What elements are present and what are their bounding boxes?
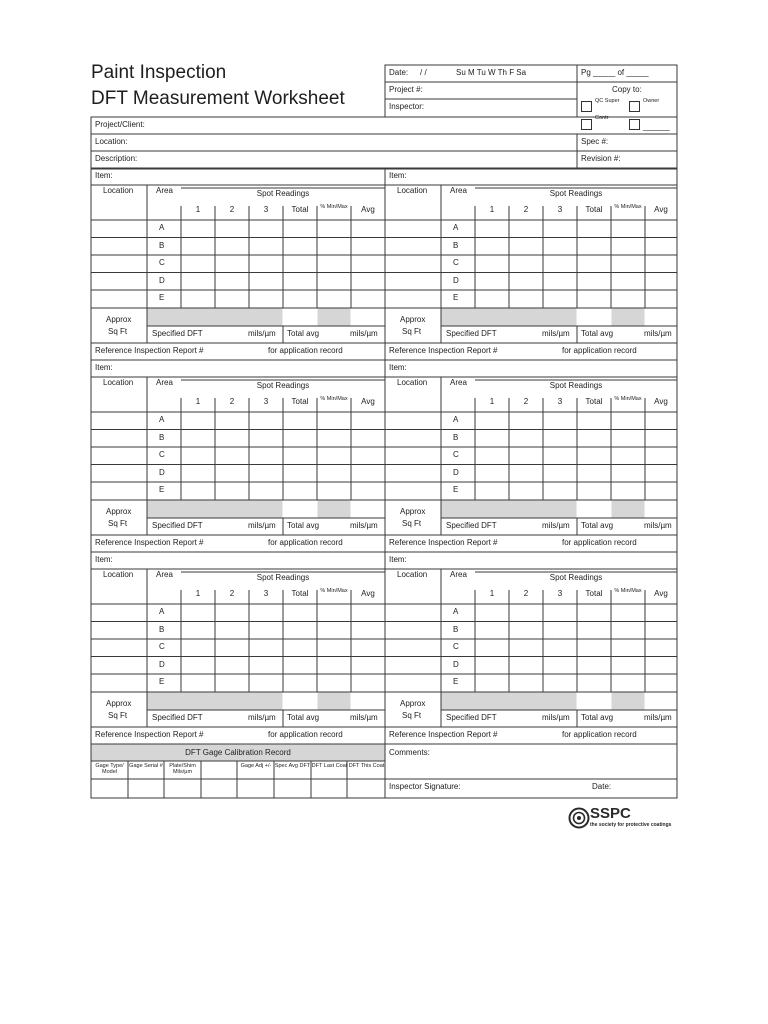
block-3-right-area-header: Area xyxy=(450,570,467,579)
block-3-left-spot-readings-header: Spot Readings xyxy=(256,573,310,582)
copy-owner-label: Owner xyxy=(643,98,660,104)
block-3-right-total-header: Total xyxy=(585,589,603,598)
block-2-right-area-d: D xyxy=(453,467,459,477)
block-1-right-area-c: C xyxy=(453,258,459,267)
block-1-left-avg-header: Avg xyxy=(361,205,375,214)
weekdays: Su M Tu W Th F Sa xyxy=(456,68,527,77)
block-2-right-spot-readings-header: Spot Readings xyxy=(549,381,603,390)
sspc-logo-name: SSPC xyxy=(590,805,631,822)
block-2-right-total-avg-mils-label: mils/µm xyxy=(644,521,672,530)
block-3-left-total-avg-mils-label: mils/µm xyxy=(350,713,378,722)
inspector-label: Inspector: xyxy=(389,102,425,111)
copy-contr-label: Contr xyxy=(595,115,609,121)
block-3-right-spot-readings-header: Spot Readings xyxy=(549,573,603,582)
block-1-right-item-label: Item: xyxy=(389,171,407,180)
block-3-left-total-header: Total xyxy=(291,589,309,598)
block-1-left-location-header: Location xyxy=(103,186,134,195)
block-1-left-pct-min-max-header: % Min/Max xyxy=(320,204,348,210)
block-2-right-col-3: 3 xyxy=(557,397,563,406)
gage-col-adj: Gage Adj +/- xyxy=(240,763,272,769)
spec-label: Spec #: xyxy=(581,137,609,146)
sspc-logo-tagline: the society for protective coatings xyxy=(590,822,672,828)
block-1-left-area-e: E xyxy=(159,293,165,302)
block-2-right-area-a: A xyxy=(453,415,459,424)
block-1-right-approx-label: Approx xyxy=(400,315,426,324)
location-label: Location: xyxy=(95,137,128,146)
block-1-left-area-c: C xyxy=(159,258,165,267)
copy-qc-super-label: QC Super xyxy=(595,98,620,104)
block-1-right-spot-readings-header: Spot Readings xyxy=(549,189,603,198)
block-3-right-area-d: D xyxy=(453,659,459,669)
block-3-left-location-header: Location xyxy=(103,570,134,579)
block-3-left-area-header: Area xyxy=(156,570,173,579)
block-1-right-total-header: Total xyxy=(585,205,603,214)
block-2-left-ref-report-label: Reference Inspection Report # xyxy=(95,538,204,547)
block-2-left-specified-dft-label: Specified DFT xyxy=(152,521,203,530)
block-2-right-area-header: Area xyxy=(450,378,467,387)
block-3-right-area-b: B xyxy=(453,624,459,634)
block-2-left-col-2: 2 xyxy=(229,397,235,406)
block-2-left-col-1: 1 xyxy=(195,397,201,406)
block-3-left-area-d: D xyxy=(159,659,165,669)
gage-columns xyxy=(91,762,385,779)
signature-date-label: Date: xyxy=(592,782,612,791)
block-3-left-area-a: A xyxy=(159,607,165,616)
block-3-left-area-b: B xyxy=(159,624,165,634)
gage-col-last-coat: DFT Last Coat xyxy=(311,763,348,769)
block-1-left-item-label: Item: xyxy=(95,171,113,180)
gage-col-plate: Plate/Shim Mils/µm xyxy=(169,763,196,775)
block-3-right-total-avg-label: Total avg xyxy=(581,713,614,722)
gage-col-type: Gage Type/ Model xyxy=(95,763,124,775)
inspector-signature-label: Inspector Signature: xyxy=(389,782,461,791)
block-1-left-ref-report-label: Reference Inspection Report # xyxy=(95,346,204,355)
copy-other-line: ______ xyxy=(643,122,670,131)
block-1-right-specified-dft-label: Specified DFT xyxy=(446,329,497,338)
sspc-swirl-icon xyxy=(568,807,590,829)
block-1-left-area-a: A xyxy=(159,223,165,232)
block-3-left-item-label: Item: xyxy=(95,555,113,564)
block-3-right-specified-dft-label: Specified DFT xyxy=(446,713,497,722)
block-3-left-area-c: C xyxy=(159,642,165,651)
block-3-left-col-3: 3 xyxy=(263,589,269,598)
copy-to-label: Copy to: xyxy=(612,85,642,94)
block-1-left-approx-label: Approx xyxy=(106,315,132,324)
block-1-right-ref-report-label: Reference Inspection Report # xyxy=(389,346,498,355)
block-2-right-approx-label: Approx xyxy=(400,507,426,516)
block-1-right-pct-min-max-header: % Min/Max xyxy=(614,204,642,210)
block-2-right-ref-report-label: Reference Inspection Report # xyxy=(389,538,498,547)
block-3-right-item-label: Item: xyxy=(389,555,407,564)
block-1-right-for-app-record-label: for application record xyxy=(562,346,637,355)
block-2-left-area-c: C xyxy=(159,450,165,459)
block-1-left-spot-readings-header: Spot Readings xyxy=(256,189,310,198)
block-2-left-total-avg-label: Total avg xyxy=(287,521,320,530)
block-2-left-sqft-label: Sq Ft xyxy=(108,519,128,528)
block-2-left-area-d: D xyxy=(159,467,165,477)
block-3-left-specified-dft-label: Specified DFT xyxy=(152,713,203,722)
project-client-label: Project/Client: xyxy=(95,120,145,129)
block-3-left-ref-report-label: Reference Inspection Report # xyxy=(95,730,204,739)
block-3-left-sqft-label: Sq Ft xyxy=(108,711,128,720)
block-1-right-total-avg-label: Total avg xyxy=(581,329,614,338)
block-2-right-location-header: Location xyxy=(397,378,428,387)
block-1-right-col-1: 1 xyxy=(489,205,495,214)
block-2-right-item-label: Item: xyxy=(389,363,407,372)
block-1-right-area-e: E xyxy=(453,293,459,302)
block-2-right-col-2: 2 xyxy=(523,397,529,406)
block-1-right-location-header: Location xyxy=(397,186,428,195)
block-1-left-col-1: 1 xyxy=(195,205,201,214)
block-2-left-area-a: A xyxy=(159,415,165,424)
block-2-left-for-app-record-label: for application record xyxy=(268,538,343,547)
block-2-right-for-app-record-label: for application record xyxy=(562,538,637,547)
block-3-left-approx-label: Approx xyxy=(106,699,132,708)
block-2-left-avg-header: Avg xyxy=(361,397,375,406)
comments-label: Comments: xyxy=(389,748,430,757)
date-label: Date: xyxy=(389,68,409,77)
block-2-left-area-header: Area xyxy=(156,378,173,387)
block-2-left-location-header: Location xyxy=(103,378,134,387)
block-3-right-sqft-label: Sq Ft xyxy=(402,711,422,720)
block-2-right-avg-header: Avg xyxy=(654,397,668,406)
project-number-label: Project #: xyxy=(389,85,423,94)
block-1-left-for-app-record-label: for application record xyxy=(268,346,343,355)
block-2-left-pct-min-max-header: % Min/Max xyxy=(320,396,348,402)
block-3-right-location-header: Location xyxy=(397,570,428,579)
block-1-left-total-avg-label: Total avg xyxy=(287,329,320,338)
block-3-right-avg-header: Avg xyxy=(654,589,668,598)
block-2-right-area-c: C xyxy=(453,450,459,459)
block-1-right-area-d: D xyxy=(453,275,459,285)
block-1-right-col-3: 3 xyxy=(557,205,563,214)
block-3-left-pct-min-max-header: % Min/Max xyxy=(320,588,348,594)
block-2-right-total-header: Total xyxy=(585,397,603,406)
block-1-left-specified-mils-label: mils/µm xyxy=(248,329,276,338)
block-1-left-area-b: B xyxy=(159,240,165,250)
gage-col-serial: Gage Serial # xyxy=(129,763,163,769)
block-1-right-area-b: B xyxy=(453,240,459,250)
block-1-left-total-header: Total xyxy=(291,205,309,214)
block-1-left-total-avg-mils-label: mils/µm xyxy=(350,329,378,338)
block-2-right-sqft-label: Sq Ft xyxy=(402,519,422,528)
block-2-left-specified-mils-label: mils/µm xyxy=(248,521,276,530)
block-2-right-specified-dft-label: Specified DFT xyxy=(446,521,497,530)
block-1-left-col-2: 2 xyxy=(229,205,235,214)
gage-col-spec-avg: Spec Avg DFT xyxy=(274,763,311,769)
description-label: Description: xyxy=(95,154,138,163)
block-3-right-total-avg-mils-label: mils/µm xyxy=(644,713,672,722)
block-2-right-area-b: B xyxy=(453,432,459,442)
block-1-right-total-avg-mils-label: mils/µm xyxy=(644,329,672,338)
form-title-line2: DFT Measurement Worksheet xyxy=(91,88,345,109)
block-2-left-area-b: B xyxy=(159,432,165,442)
block-3-right-col-3: 3 xyxy=(557,589,563,598)
block-3-left-specified-mils-label: mils/µm xyxy=(248,713,276,722)
block-2-right-pct-min-max-header: % Min/Max xyxy=(614,396,642,402)
block-3-left-col-1: 1 xyxy=(195,589,201,598)
revision-label: Revision #: xyxy=(581,154,621,163)
block-2-left-spot-readings-header: Spot Readings xyxy=(256,381,310,390)
block-1-right-area-header: Area xyxy=(450,186,467,195)
block-3-left-col-2: 2 xyxy=(229,589,235,598)
block-3-right-ref-report-label: Reference Inspection Report # xyxy=(389,730,498,739)
block-2-left-approx-label: Approx xyxy=(106,507,132,516)
form-title-line1: Paint Inspection xyxy=(91,62,227,83)
block-2-left-total-header: Total xyxy=(291,397,309,406)
block-3-right-specified-mils-label: mils/µm xyxy=(542,713,570,722)
block-1-right-avg-header: Avg xyxy=(654,205,668,214)
block-3-right-pct-min-max-header: % Min/Max xyxy=(614,588,642,594)
block-1-left-col-3: 3 xyxy=(263,205,269,214)
block-2-right-area-e: E xyxy=(453,485,459,494)
block-1-right-col-2: 2 xyxy=(523,205,529,214)
block-3-right-area-a: A xyxy=(453,607,459,616)
gage-calibration-title: DFT Gage Calibration Record xyxy=(185,748,291,757)
block-3-right-area-c: C xyxy=(453,642,459,651)
block-3-right-for-app-record-label: for application record xyxy=(562,730,637,739)
block-1-right-sqft-label: Sq Ft xyxy=(402,327,422,336)
block-2-right-specified-mils-label: mils/µm xyxy=(542,521,570,530)
block-1-left-area-header: Area xyxy=(156,186,173,195)
block-1-right-specified-mils-label: mils/µm xyxy=(542,329,570,338)
block-2-left-area-e: E xyxy=(159,485,165,494)
block-3-right-col-1: 1 xyxy=(489,589,495,598)
page-count: Pg _____ of _____ xyxy=(581,68,649,77)
block-2-left-item-label: Item: xyxy=(95,363,113,372)
block-1-left-specified-dft-label: Specified DFT xyxy=(152,329,203,338)
block-1-left-sqft-label: Sq Ft xyxy=(108,327,128,336)
block-3-left-avg-header: Avg xyxy=(361,589,375,598)
block-3-left-for-app-record-label: for application record xyxy=(268,730,343,739)
block-3-left-area-e: E xyxy=(159,677,165,686)
block-1-right-area-a: A xyxy=(453,223,459,232)
block-2-right-col-1: 1 xyxy=(489,397,495,406)
block-2-left-total-avg-mils-label: mils/µm xyxy=(350,521,378,530)
date-slashes: / / xyxy=(420,68,427,77)
block-3-right-area-e: E xyxy=(453,677,459,686)
block-1-left-area-d: D xyxy=(159,275,165,285)
block-3-right-approx-label: Approx xyxy=(400,699,426,708)
block-2-right-total-avg-label: Total avg xyxy=(581,521,614,530)
block-2-left-col-3: 3 xyxy=(263,397,269,406)
sspc-logo xyxy=(568,806,678,832)
gage-col-this-coat: DFT This Coat xyxy=(348,763,385,769)
block-3-left-total-avg-label: Total avg xyxy=(287,713,320,722)
block-3-right-col-2: 2 xyxy=(523,589,529,598)
